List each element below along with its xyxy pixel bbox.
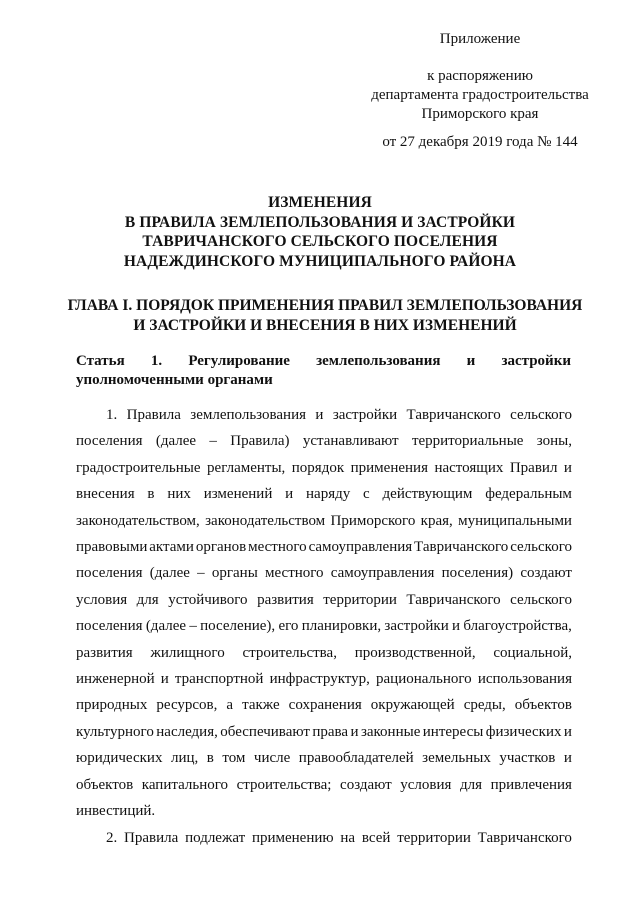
order-date: от 27 декабря 2019 года № 144 (382, 134, 578, 150)
chapter-line: И ЗАСТРОЙКИ И ВНЕСЕНИЯ В НИХ ИЗМЕНЕНИЙ (133, 316, 517, 334)
text-line: правовыми актами органов местного самоуправления Тавричанского сельского (76, 539, 572, 556)
article-word: землепользования (316, 353, 441, 369)
order-line: к распоряжению (427, 68, 533, 84)
paragraph-2 (76, 825, 572, 851)
title-line: В ПРАВИЛА ЗЕМЛЕПОЛЬЗОВАНИЯ И ЗАСТРОЙКИ (124, 213, 516, 231)
order-line: департамента градостроительства (371, 87, 589, 103)
text-line: градостроительные регламенты, порядок применения настоящих Правил и (76, 459, 572, 476)
text-line: поселения (далее – органы местного самоуправления поселения) создают (76, 565, 572, 582)
article-word: Регулирование (188, 353, 290, 369)
article-word: и (466, 353, 476, 369)
article-word: 1. (150, 353, 163, 369)
chapter-line: ГЛАВА I. ПОРЯДОК ПРИМЕНЕНИЯ ПРАВИЛ ЗЕМЛЕПОЛЬЗОВАНИЯ (67, 297, 583, 314)
text-line: юридических лиц, в том числе правообладателей земельных участков и (76, 750, 572, 767)
body-text (76, 402, 572, 851)
text-line: 1. Правила землепользования и застройки Тавричанского сельского (106, 407, 572, 423)
text-line: законодательством, законодательством Приморского края, муниципальными (76, 512, 572, 529)
order-line: Приморского края (421, 106, 539, 122)
text-line: 2. Правила подлежат применению на всей территории Тавричанского (106, 829, 572, 846)
chapter-heading (60, 296, 590, 335)
text-line: культурного наследия, обеспечивают права и законные интересы физических и (76, 723, 572, 740)
order-reference (360, 67, 600, 124)
article-word: Статья (76, 353, 125, 369)
text-line: объектов капитального строительства; создают условия для привлечения (76, 776, 572, 793)
article-heading-line (76, 352, 571, 371)
annex-label: Приложение (439, 31, 521, 47)
text-line: условия для устойчивого развития территории Тавричанского сельского (76, 591, 572, 608)
article-word: застройки (501, 353, 571, 369)
text-line: развития жилищного строительства, производственной, социальной, (76, 644, 572, 661)
title-line: ТАВРИЧАНСКОГО СЕЛЬСКОГО ПОСЕЛЕНИЯ (142, 233, 498, 250)
article-heading-line: уполномоченными органами (76, 372, 273, 388)
title-line: ИЗМЕНЕНИЯ (268, 194, 372, 211)
text-line: поселения (далее – Правила) устанавливают территориальные зоны, (76, 433, 572, 450)
text-line: внесения в них изменений и наряду с действующим федеральным (76, 486, 572, 503)
text-line: поселения (далее – поселение), его планировки, застройки и благоустройства, (76, 618, 572, 635)
text-line: инвестиций. (76, 803, 156, 820)
article-heading (76, 352, 571, 390)
paragraph-1 (76, 402, 572, 825)
document-title (60, 193, 580, 271)
text-line: инженерной и транспортной инфраструктур, рационального использования (76, 671, 572, 688)
title-line: НАДЕЖДИНСКОГО МУНИЦИПАЛЬНОГО РАЙОНА (123, 252, 517, 270)
text-line: природных ресурсов, а также сохранения окружающей среды, объектов (76, 697, 572, 714)
